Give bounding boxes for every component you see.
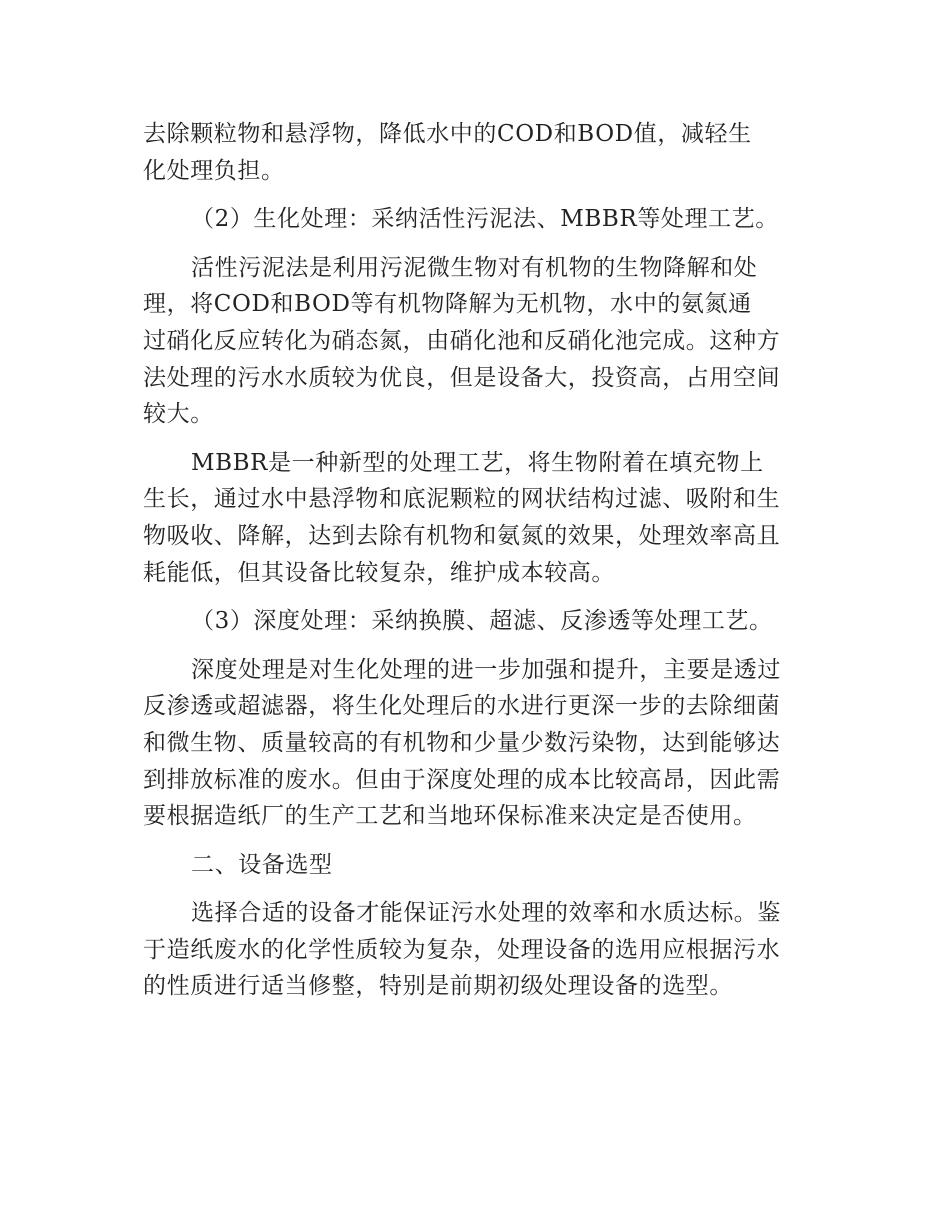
text-line: 和微生物、质量较高的有机物和少量少数污染物，达到能够达 <box>143 729 781 756</box>
text-line: 反渗透或超滤器，将生化处理后的水进行更深一步的去除细菌 <box>143 693 781 720</box>
text-line: （3）深度处理：采纳换膜、超滤、反渗透等处理工艺。 <box>191 608 773 635</box>
text-line: 理，将COD和BOD等有机物降解为无机物，水中的氨氮通 <box>143 291 752 318</box>
text-line: 到排放标准的废水。但由于深度处理的成本比较高昂，因此需 <box>143 766 781 793</box>
section-heading-equipment-selection <box>143 847 813 884</box>
text-line: （2）生化处理：采纳活性污泥法、MBBR等处理工艺。 <box>191 206 779 233</box>
text-line: MBBR是一种新型的处理工艺，将生物附着在填充物上 <box>191 449 764 476</box>
section-heading-biochemical-treatment <box>143 201 813 238</box>
text-line: 要根据造纸厂的生产工艺和当地环保标准来决定是否使用。 <box>143 803 757 830</box>
text-line: 二、设备选型 <box>191 851 333 878</box>
document-body <box>143 116 813 1017</box>
text-line: 过硝化反应转化为硝态氮，由硝化池和反硝化池完成。这种方 <box>143 327 781 354</box>
text-line: 深度处理是对生化处理的进一步加强和提升，主要是透过 <box>191 656 781 683</box>
paragraph-mbbr <box>143 445 813 591</box>
text-line: 去除颗粒物和悬浮物，降低水中的COD和BOD值，减轻生 <box>143 121 752 147</box>
text-line: 于造纸废水的化学性质较为复杂，处理设备的选用应根据污水 <box>143 936 781 963</box>
text-line: 法处理的污水水质较为优良，但是设备大，投资高，占用空间 <box>143 364 781 391</box>
text-line: 的性质进行适当修整，特别是前期初级处理设备的选型。 <box>143 973 733 1000</box>
paragraph-continuation <box>143 116 813 189</box>
paragraph-advanced-treatment <box>143 652 813 835</box>
text-line: 选择合适的设备才能保证污水处理的效率和水质达标。鉴 <box>191 900 781 927</box>
text-line: 耗能低，但其设备比较复杂，维护成本较高。 <box>143 559 615 586</box>
text-line: 物吸收、降解，达到去除有机物和氨氮的效果，处理效率高且 <box>143 522 781 549</box>
text-line: 生长，通过水中悬浮物和底泥颗粒的网状结构过滤、吸附和生 <box>143 486 781 513</box>
text-line: 较大。 <box>143 401 214 428</box>
text-line: 活性污泥法是利用污泥微生物对有机物的生物降解和处 <box>191 254 758 281</box>
paragraph-equipment-selection <box>143 895 813 1005</box>
paragraph-activated-sludge <box>143 250 813 433</box>
text-line: 化处理负担。 <box>143 157 285 184</box>
section-heading-advanced-treatment <box>143 603 813 640</box>
